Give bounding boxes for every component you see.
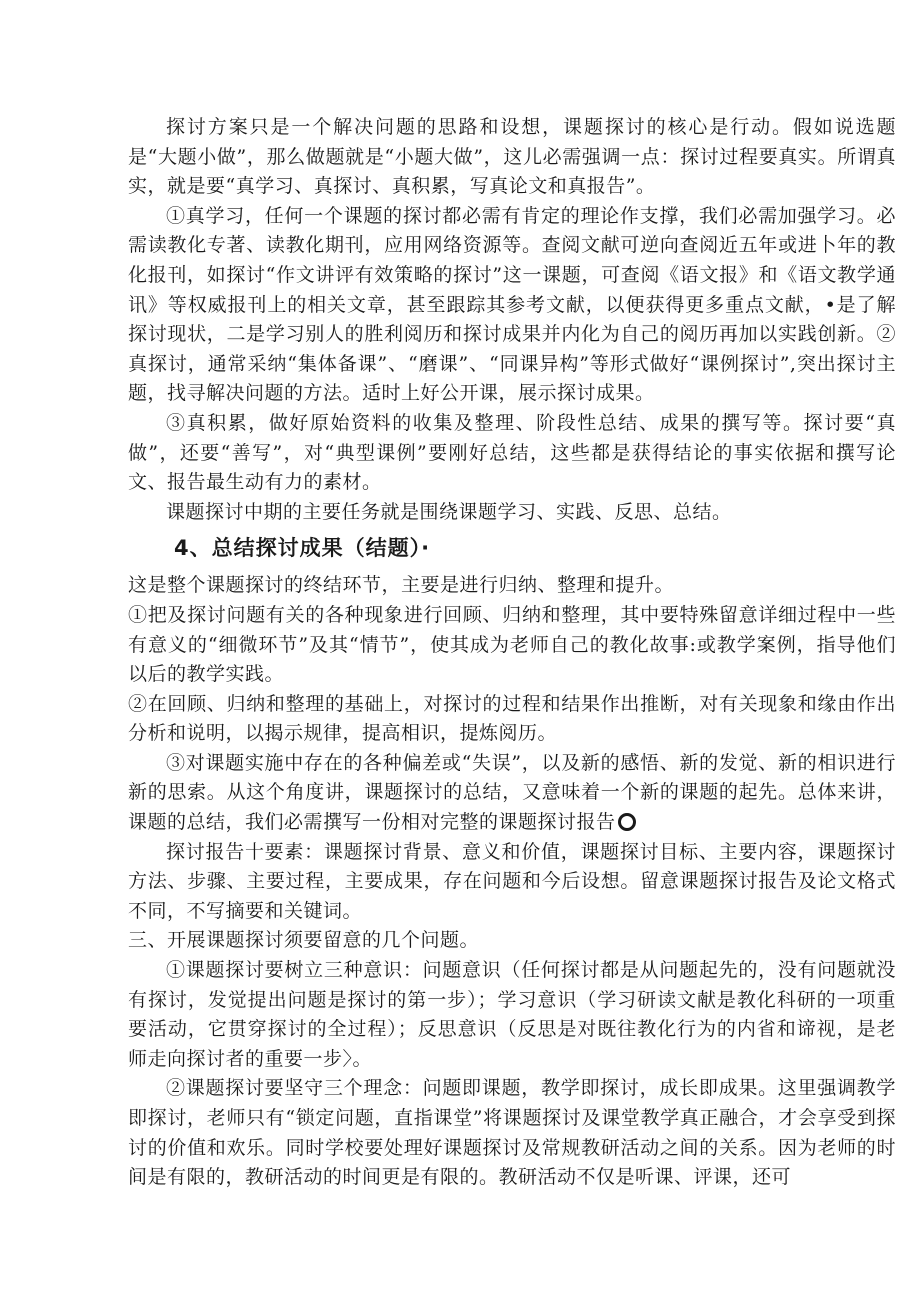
paragraph-analysis: ②在回顾、归纳和整理的基础上，对探讨的过程和结果作出推断，对有关现象和缘由作出分析和说明，以揭示规律，提高相识，提炼阅历。 [128,692,896,745]
document-page [128,113,896,1193]
paragraph-new-thinking-text: ③对课题实施中存在的各种偏差或“失误”，以及新的感悟、新的发觉、新的相识进行新的思索。从这个角度讲，课题探讨的总结，又意味着一个新的课题的起先。总体来讲，课题的总结，我们必需撰写一份相对完整的课题探讨报告 [128,751,896,834]
circle-mark-icon [618,813,636,831]
paragraph-real-accumulation: ③真积累，做好原始资料的收集及整理、阶段性总结、成果的撰写等。探讨要“真做”，还要“善写”，对“典型课例”要刚好总结，这些都是获得结论的事实依据和撰写论文、报告最生动有力的素材。 [128,411,896,494]
paragraph-three-concepts: ②课题探讨要坚守三个理念：问题即课题，教学即探讨，成长即成果。这里强调教学即探讨，老师只有“锁定问题，直指课堂”将课题探讨及课堂教学真正融合，才会享受到探讨的价值和欢乐。同时学校要处理好课题探讨及常规教研活动之间的关系。因为老师的时间是有限的，教研活动的时间更是有限的。教研活动不仅是听课、评课，还可 [128,1077,896,1189]
paragraph-final-stage: 这是整个课题探讨的终结环节，主要是进行归纳、整理和提升。 [128,574,675,597]
paragraph-real-study: ①真学习，任何一个课题的探讨都必需有肯定的理论作支撑，我们必需加强学习。必需读教化专著、读教化期刊，应用网络资源等。查阅文献可逆向查阅近五年或进卜年的教化报刊，如探讨“作文讲评有效策略的探讨”这一课题，可查阅《语文报》和《语文教学通讯》等权威报刊上的相关文章，甚至跟踪其参考文献，以便获得更多重点文献，•是了解探讨现状，二是学习别人的胜利阅历和探讨成果并内化为自己的阅历再加以实践创新。②真探讨，通常采纳“集体备课”、“磨课”、“同课异构”等形式做好“课例探讨”,突出探讨主题，找寻解决问题的方法。适时上好公开课，展示探讨成果。 [128,204,896,405]
paragraph-three-awareness: ①课题探讨要树立三种意识：问题意识（任何探讨都是从问题起先的，没有问题就没有探讨，发觉提出问题是探讨的第一步）；学习意识（学习研读文献是教化科研的一项重要活动，它贯穿探讨的全过程）；反思意识（反思是对既往教化行为的内省和谛视，是老师走向探讨者的重要一步〉。 [128,959,896,1070]
section-heading-issues: 三、开展课题探讨须要留意的几个问题。 [128,929,480,952]
paragraph-new-thinking [128,749,896,838]
paragraph-mid-term-tasks: 课题探讨中期的主要任务就是围绕课题学习、实践、反思、总结。 [166,500,732,523]
paragraph-research-plan: 探讨方案只是一个解决问题的思路和设想，课题探讨的核心是行动。假如说选题是“大题小做”，那么做题就是“小题大做”，这儿必需强调一点：探讨过程要真实。所谓真实，就是要“真学习、真探讨、真积累，写真论文和真报告”。 [128,116,896,198]
paragraph-review-phenomena: ①把及探讨问题有关的各种现象进行回顾、归纳和整理，其中要特殊留意详细过程中一些有意义的“细微环节”及其“情节”，使其成为老师自己的教化故事:或教学案例，指导他们以后的教学实践。 [128,603,896,686]
section-heading-summarize-results: 4、总结探讨成果（结题）· [174,536,431,561]
paragraph-report-elements: 探讨报告十要素：课题探讨背景、意义和价值，课题探讨目标、主要内容，课题探讨方法、步骤、主要过程，主要成果，存在问题和今后设想。留意课题探讨报告及论文格式不同，不写摘要和关键词。 [128,840,896,922]
